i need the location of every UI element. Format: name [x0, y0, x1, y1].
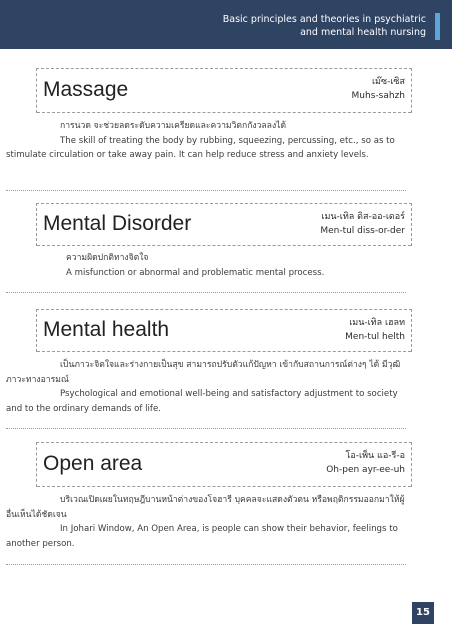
- entry-pronunciation-thai: เม๊ซ-เซิส: [371, 77, 405, 87]
- chapter-title-line2: and mental health nursing: [300, 27, 426, 38]
- entry-pronunciation-thai: โอ-เพ็น แอ-รี-อ: [345, 451, 405, 461]
- definition-english: Psychological and emotional well-being and satisfactory adjustment to society and to the ordinary demands of life.: [6, 389, 398, 414]
- entry-pronunciation-roman: Muhs-sahzh: [351, 91, 405, 101]
- entry-pronunciation-roman: Men-tul helth: [345, 332, 405, 342]
- definition-thai: บริเวณเปิดเผยในทฤษฎีบานหน้าต่างของโจฮารี บุคคลจะแสดงตัวตน หรือพฤติกรรมออกมาให้ผู้อื่นเห็นได้ชัดเจน: [6, 495, 405, 520]
- definition-thai: ความผิดปกติทางจิตใจ: [66, 253, 149, 263]
- entry-term: Mental Disorder: [43, 212, 192, 235]
- entry-divider: [6, 428, 406, 429]
- header-accent-bar: [435, 13, 440, 40]
- definition-thai: เป็นภาวะจิตใจและร่างกายเป็นสุข สามารถปรับตัวแก้ปัญหา เข้ากับสถานการณ์ต่างๆ ได้ มีวุฒิภาวะทางอารมณ์: [6, 360, 401, 385]
- entry-pronunciation-roman: Men-tul diss-or-der: [320, 226, 405, 236]
- entry-definition: [6, 358, 408, 416]
- entry-term: Mental health: [43, 318, 170, 341]
- entry-header-box: [36, 68, 412, 113]
- entry-divider: [6, 564, 406, 565]
- definition-english: The skill of treating the body by rubbing, squeezing, percussing, etc., so as to stimulate circulation or take away pain. It can help reduce stress and anxiety levels.: [6, 135, 395, 161]
- entry-pronunciation-roman: Oh-pen ayr-ee-uh: [326, 465, 405, 475]
- entry-divider: [6, 190, 406, 191]
- entry-header-box: [36, 203, 412, 246]
- page-number: 15: [412, 602, 434, 624]
- entry-definition: [6, 493, 408, 551]
- chapter-title-line1: Basic principles and theories in psychiatric: [222, 14, 426, 25]
- entry-header-box: [36, 309, 412, 352]
- definition-english: A misfunction or abnormal and problematic mental process.: [66, 267, 325, 278]
- definition-english: In Johari Window, An Open Area, is people can show their behavior, feelings to another person.: [6, 524, 398, 549]
- entry-term: Open area: [43, 452, 143, 475]
- entry-definition: [66, 251, 406, 280]
- entry-divider: [6, 292, 406, 293]
- entry-header-box: [36, 442, 412, 487]
- entry-definition: [6, 119, 408, 163]
- entry-pronunciation-thai: เมน-เทิล เฮลท: [349, 318, 405, 328]
- entry-term: Massage: [43, 78, 129, 101]
- chapter-title: [166, 13, 426, 39]
- definition-thai: การนวด จะช่วยลดระดับความเครียดและความวิตกกังวลลงได้: [60, 121, 287, 131]
- entry-pronunciation-thai: เมน-เทิล ดิส-ออ-เดอร์: [321, 212, 405, 222]
